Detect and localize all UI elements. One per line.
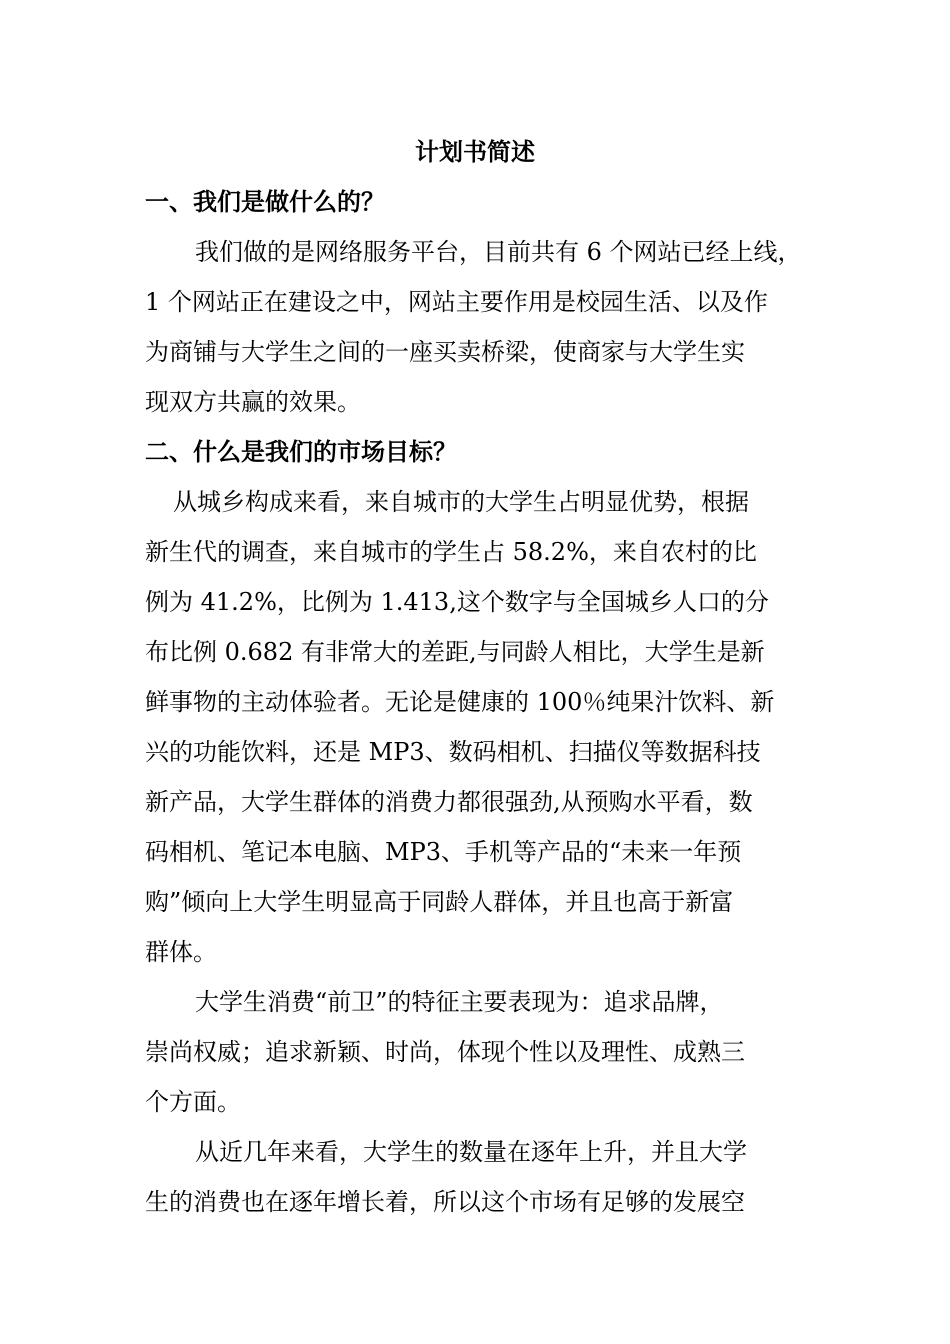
section-2-heading: 二、什么是我们的市场目标？ (145, 438, 457, 466)
paragraph-line: 鲜事物的主动体验者。无论是健康的 100％纯果汁饮料、新 (145, 688, 775, 716)
paragraph-line: 我们做的是网络服务平台，目前共有 6 个网站已经上线， (195, 238, 802, 266)
paragraph-line: 从近几年来看，大学生的数量在逐年上升，并且大学 (195, 1138, 747, 1166)
paragraph-line: 现双方共赢的效果。 (145, 388, 361, 416)
paragraph-line: 例为 41.2%，比例为 1.413,这个数字与全国城乡人口的分 (145, 588, 769, 616)
paragraph-line: 崇尚权威；追求新颖、时尚，体现个性以及理性、成熟三 (145, 1038, 745, 1066)
section-2-paragraph-3 (145, 1127, 815, 1227)
paragraph-line: 购”倾向上大学生明显高于同龄人群体，并且也高于新富 (145, 888, 734, 916)
paragraph-line: 新生代的调查，来自城市的学生占 58.2%，来自农村的比 (145, 538, 757, 566)
paragraph-line: 1 个网站正在建设之中，网站主要作用是校园生活、以及作 (145, 288, 768, 316)
paragraph-line: 为商铺与大学生之间的一座买卖桥梁，使商家与大学生实 (145, 338, 745, 366)
paragraph-line: 群体。 (145, 938, 217, 966)
paragraph-line: 从城乡构成来看，来自城市的大学生占明显优势，根据 (173, 488, 749, 516)
paragraph-line: 个方面。 (145, 1088, 241, 1116)
paragraph-line: 生的消费也在逐年增长着，所以这个市场有足够的发展空 (145, 1188, 745, 1216)
document-title: 计划书简述 (415, 138, 535, 166)
section-1-heading: 一、我们是做什么的？ (145, 188, 385, 216)
section-1-paragraph (145, 227, 815, 427)
section-2-paragraph-1 (145, 477, 815, 977)
paragraph-line: 布比例 0.682 有非常大的差距,与同龄人相比，大学生是新 (145, 638, 765, 666)
paragraph-line: 兴的功能饮料，还是 MP3、数码相机、扫描仪等数据科技 (145, 738, 761, 766)
paragraph-line: 码相机、笔记本电脑、MP3、手机等产品的“未来一年预 (145, 838, 742, 866)
paragraph-line: 大学生消费“前卫”的特征主要表现为：追求品牌， (195, 988, 724, 1016)
paragraph-line: 新产品，大学生群体的消费力都很强劲,从预购水平看，数 (145, 788, 753, 816)
document-body (145, 177, 815, 1227)
section-2-paragraph-2 (145, 977, 815, 1127)
